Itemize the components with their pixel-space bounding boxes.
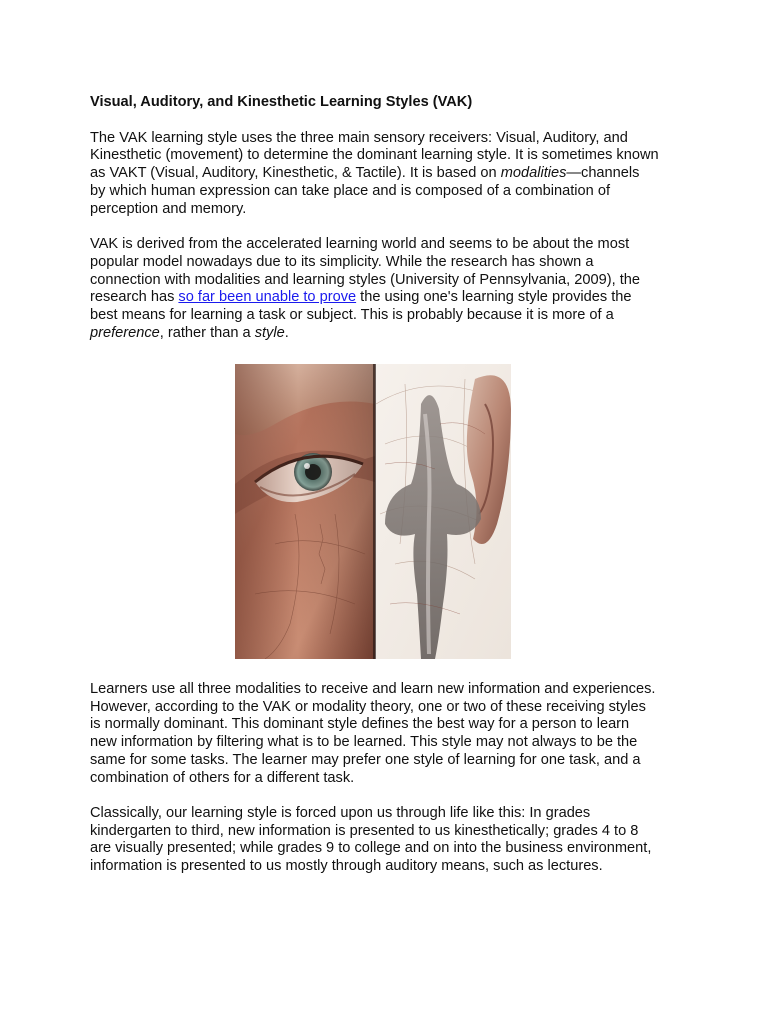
eye-and-ear-collage-image [235,364,511,659]
p2-line-4-text-b: the using one's learning style provides the [356,289,632,306]
unable-to-prove-link[interactable]: so far been unable to prove [178,289,357,306]
p3-line-2: However, according to the VAK or modality theory, one or two of these receiving styles [90,698,646,715]
paragraph-3 [90,681,680,787]
p3-line-3: is normally dominant. This dominant style defines the best way for a person to learn [90,716,630,733]
paragraph-4 [90,805,680,876]
p2-line-6-end: . [284,324,289,341]
p3-line-1: Learners use all three modalities to receive and learn new information and experiences. [90,681,656,697]
paragraph-2 [90,236,680,342]
p4-line-1: Classically, our learning style is forced upon us through life like this: In grades [90,805,591,821]
preference-emphasis: preference [90,324,160,341]
p4-line-2: kindergarten to third, new information is presented to us kinesthetically; grades 4 to 8 [90,822,639,839]
p2-line-4-text-a: research has [90,289,179,306]
p1-line-4: by which human expression can take place and is composed of a combination of [90,182,611,199]
p1-line-3 [90,165,680,183]
p1-line-3-emphasis: modalities [500,165,567,182]
p2-line-3: connection with modalities and learning styles (University of Pennsylvania, 2009), the [90,271,640,288]
p2-line-6-mid: , rather than a [159,324,255,341]
p1-line-5: perception and memory. [90,200,247,217]
p1-line-1: The VAK learning style uses the three main sensory receivers: Visual, Auditory, and [90,129,628,146]
p3-line-4: new information by filtering what is to be learned. This style may not always to be the [90,734,638,751]
paragraph-1 [90,130,680,219]
p2-line-1: VAK is derived from the accelerated learning world and seems to be about the most [90,236,630,253]
p3-line-5: same for some tasks. The learner may prefer one style of learning for one task, and a [90,751,641,768]
p1-line-3-text-b: —channels [566,165,640,182]
p4-line-4: information is presented to us mostly through auditory means, such as lectures. [90,858,603,875]
document-body [90,94,680,342]
document-title: Visual, Auditory, and Kinesthetic Learning Styles (VAK) [90,94,473,110]
p2-line-5: best means for learning a task or subject. This is probably because it is more of a [90,307,614,324]
p2-line-6 [90,325,680,343]
style-emphasis: style [254,324,285,341]
p1-line-3-text-a: as VAKT (Visual, Auditory, Kinesthetic, & Tactile). It is based on [90,165,501,182]
p2-line-2: popular model nowadays due to its simplicity. While the research has shown a [90,253,594,270]
p2-line-4 [90,289,680,307]
p1-line-2: Kinesthetic (movement) to determine the dominant learning style. It is sometimes known [90,147,659,164]
p3-line-6: combination of others for a different task. [90,769,355,786]
p4-line-3: are visually presented; while grades 9 to college and on into the business environment, [90,840,652,857]
